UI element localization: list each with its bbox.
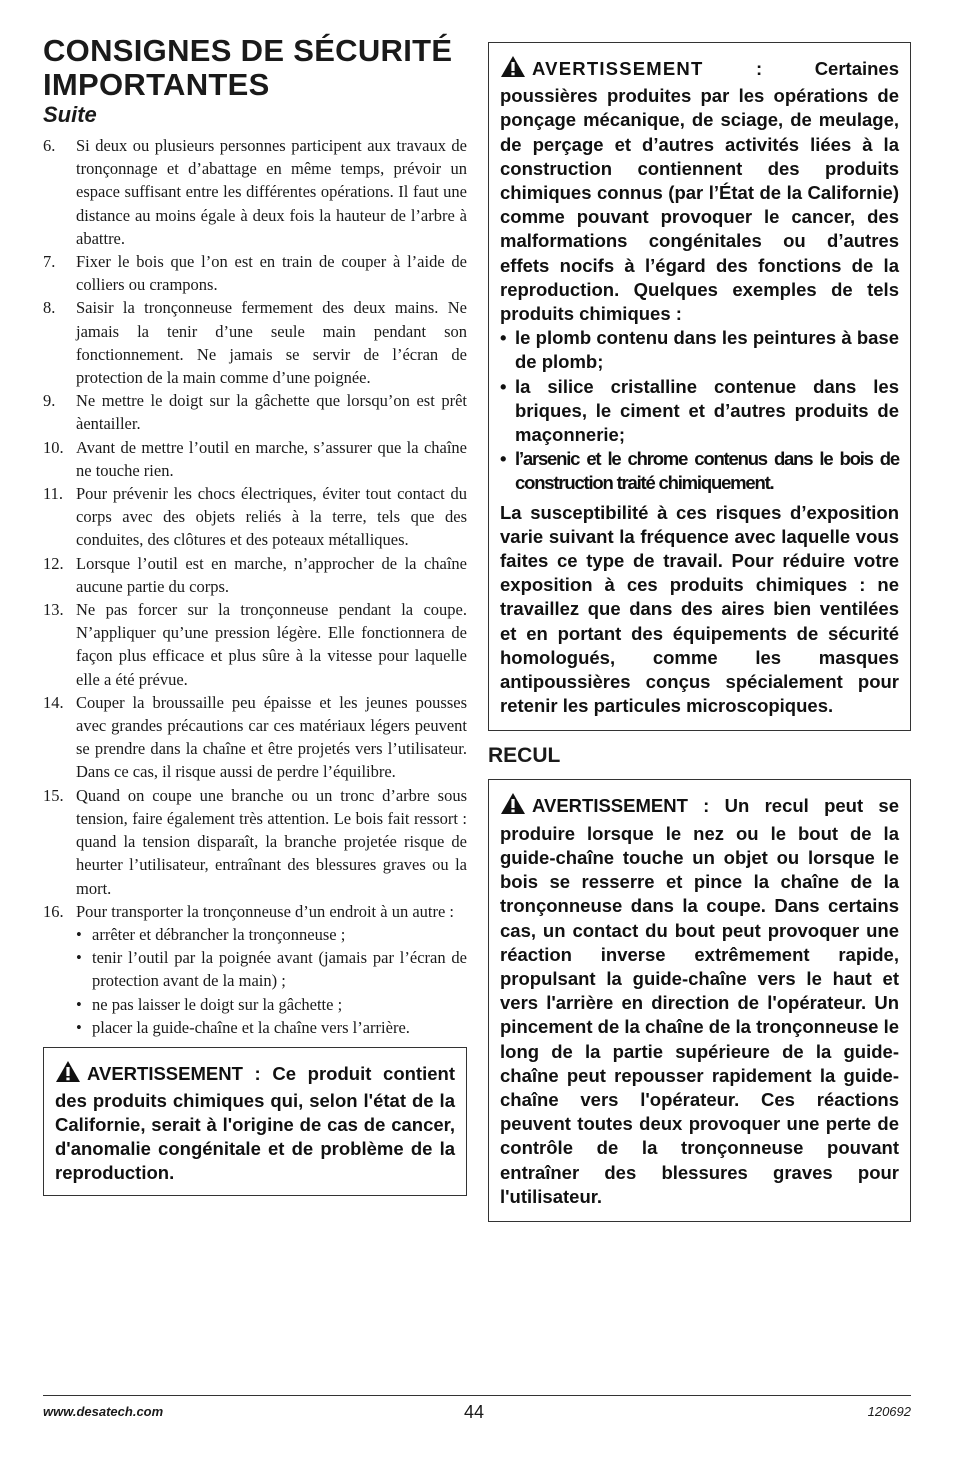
page-number: 44 [464,1402,485,1422]
item-number: 14. [43,692,64,712]
sublist-item-text: tenir l’outil par la poignée avant (jamais par l’écran de protection avant de la main) ; [92,948,467,991]
item-number: 6. [43,136,56,155]
document-code: 120692 [867,1404,911,1419]
bullet: • [76,948,82,968]
california-warning-box [43,1047,467,1196]
footer-website: www.desatech.com [43,1404,164,1419]
dust-warning-label: AVERTISSEMENT : [532,58,764,79]
kickback-warning-box [488,779,911,1221]
dust-warning-intro [500,55,899,326]
chemical-example-text: l’arsenic et le chrome contenus dans le bois de construction traité chimiquement. [515,448,899,494]
item-text: Saisir la tronçonneuse fermement des deux mains. Ne jamais la tenir d’une seule main pendant son fonctionnement. Ne jamais se servir de l’écran de protection de la main comme d’une poignée. [76,298,467,388]
item-number: 9. [43,391,56,411]
recul-heading: RECUL [488,744,561,768]
title-line-1: CONSIGNES DE SÉCURITÉ [43,33,453,68]
warning-triangle-icon [500,55,526,84]
list-item [43,250,467,296]
sublist-item-text: arrêter et débrancher la tronçonneuse ; [92,924,346,944]
warning-triangle-icon [55,1060,81,1089]
item-text: Quand on coupe une branche ou un tronc d’arbre sous tension, faire également très attention. Le bois fait ressort : quand la tension disparaît, la branche projetée risque de heurter l’utilisateur, entraînant des blessures graves ou la mort. [76,785,467,898]
warning-triangle-icon [500,792,526,821]
item-number: 16. [43,901,64,921]
sublist-item [76,993,467,1016]
right-column [488,42,911,1222]
item-text: Si deux ou plusieurs personnes participent aux travaux de tronçonnage et d’abattage en même temps, prévoir un espace suffisant entre les différentes opérations. Il faut une distance au moins égale à deux fois la hauteur de l’arbre à abattre. [76,136,467,248]
item-text: Ne mettre le doigt sur la gâchette que lorsqu’on est prêt àentailler. [76,391,467,434]
safety-list [43,134,467,1039]
chemical-example-text: la silice cristalline contenue dans les briques, le ciment et d’autres produits de maçonnerie; [515,375,899,446]
title-line-2: IMPORTANTES [43,67,270,102]
chemical-example-item [500,326,899,374]
bullet: • [76,994,82,1014]
bullet: • [500,448,506,470]
list-item [43,482,467,552]
item-number: 11. [43,484,64,504]
chemical-example-item [500,375,899,448]
bullet: • [76,924,82,944]
california-warning-text [55,1060,455,1185]
list-item [43,900,467,1039]
sublist-item [76,923,467,946]
list-item [43,389,467,435]
item-text: Pour transporter la tronçonneuse d’un endroit à un autre : [76,901,455,921]
item-number: 10. [43,437,64,457]
list-item [43,296,467,389]
sublist-item [76,946,467,992]
item-text: Fixer le bois que l’on est en train de couper à l’aide de colliers ou crampons. [76,252,467,295]
list-item [43,691,467,784]
transport-sublist [76,923,467,1039]
item-text: Pour prévenir les chocs électriques, éviter tout contact du corps avec des objets reliés à la terre, tels que des conduites, des clôtures et des poteaux métalliques. [76,484,467,550]
item-number: 7. [43,252,56,272]
california-warning-body: AVERTISSEMENT : Ce produit contient des produits chimiques qui, selon l'état de la Californie, serait à l'origine de cas de cancer, d'anomalie congénitale et de problème de la reproduction. [55,1062,455,1183]
list-item [43,134,467,250]
bullet: • [76,1017,82,1037]
item-text: Avant de mettre l’outil en marche, s’assurer que la chaîne ne touche rien. [76,437,467,480]
exposure-paragraph: La susceptibilité à ces risques d’exposition varie suivant la fréquence avec laquelle vous faites ce type de travail. Pour réduire votre exposition à ces produits chimiques : ne travaillez que dans des aires bien ventilées et en portant des équipements de sécurité homologués, comme les masques antipoussières conçus spécialement pour retenir les particules microscopiques. [500,501,899,717]
dust-warning-intro-text: Certaines poussières produites par les opérations de ponçage mécanique, de sciage, de meulage, de perçage et d’autres activités liées à la construction contiennent des produits chimiques connus (par l’État de la Californie) comme pouvant provoquer le cancer, des malformations congénitales ou d’autres effets nocifs à l’égard des fonctions de la reproduction. Quelques exemples de tels produits chimiques : [500,58,900,325]
item-number: 13. [43,600,64,620]
left-column [43,34,467,1196]
item-text: Ne pas forcer sur la tronçonneuse pendant la coupe. N’appliquer qu’une pression légère. Elle fonctionnera de façon plus efficace et plus sûre à la vitesse pour laquelle elle a été prévue. [76,600,467,689]
item-text: Couper la broussaille peu épaisse et les jeunes pousses avec grandes précautions car ces matériaux légers peuvent se prendre dans la chaîne et être projetés vers l’utilisateur. Dans ce cas, il risque aussi de perdre l’équilibre. [76,692,467,782]
list-item [43,598,467,691]
kickback-warning-text [500,792,899,1208]
chemical-examples-list [500,326,899,495]
sublist-item-text: placer la guide-chaîne et la chaîne vers l’arrière. [92,1017,410,1037]
chemical-example-text: le plomb contenu dans les peintures à base de plomb; [515,327,899,373]
sublist-item-text: ne pas laisser le doigt sur la gâchette ; [92,994,343,1014]
page-subtitle: Suite [43,102,97,127]
list-item [43,784,467,900]
list-item [43,436,467,482]
item-number: 12. [43,553,64,573]
list-item [43,552,467,598]
item-text: Lorsque l’outil est en marche, n’approcher de la chaîne aucune partie du corps. [76,553,467,596]
sublist-item [76,1016,467,1039]
footer-divider [43,1395,911,1396]
dust-warning-box [488,42,911,731]
bullet: • [500,327,507,349]
chemical-example-item [500,447,899,495]
kickback-warning-body: AVERTISSEMENT : Un recul peut se produire lorsque le nez ou le bout de la guide-chaîne touche un objet ou lorsque le bois se resserre et pince la chaîne de la tronçonneuse dans la coupe. Dans certains cas, un contact du bout peut provoquer une réaction inverse extrêmement rapide, propulsant la guide-chaîne vers le haut et vers l'arrière en direction de l'opérateur. Un pincement de la chaîne de la tronçonneuse le long de la partie supérieure de la guide-chaîne peut repousser rapidement la guide-chaîne vers l'opérateur. Ces réactions peuvent toutes deux provoquer une perte de contrôle de la tronçonneuse pouvant entraîner des blessures graves pour l'utilisateur. [500,795,899,1207]
item-number: 15. [43,785,64,805]
page-title [43,34,467,102]
item-number: 8. [43,298,56,318]
bullet: • [500,375,507,397]
